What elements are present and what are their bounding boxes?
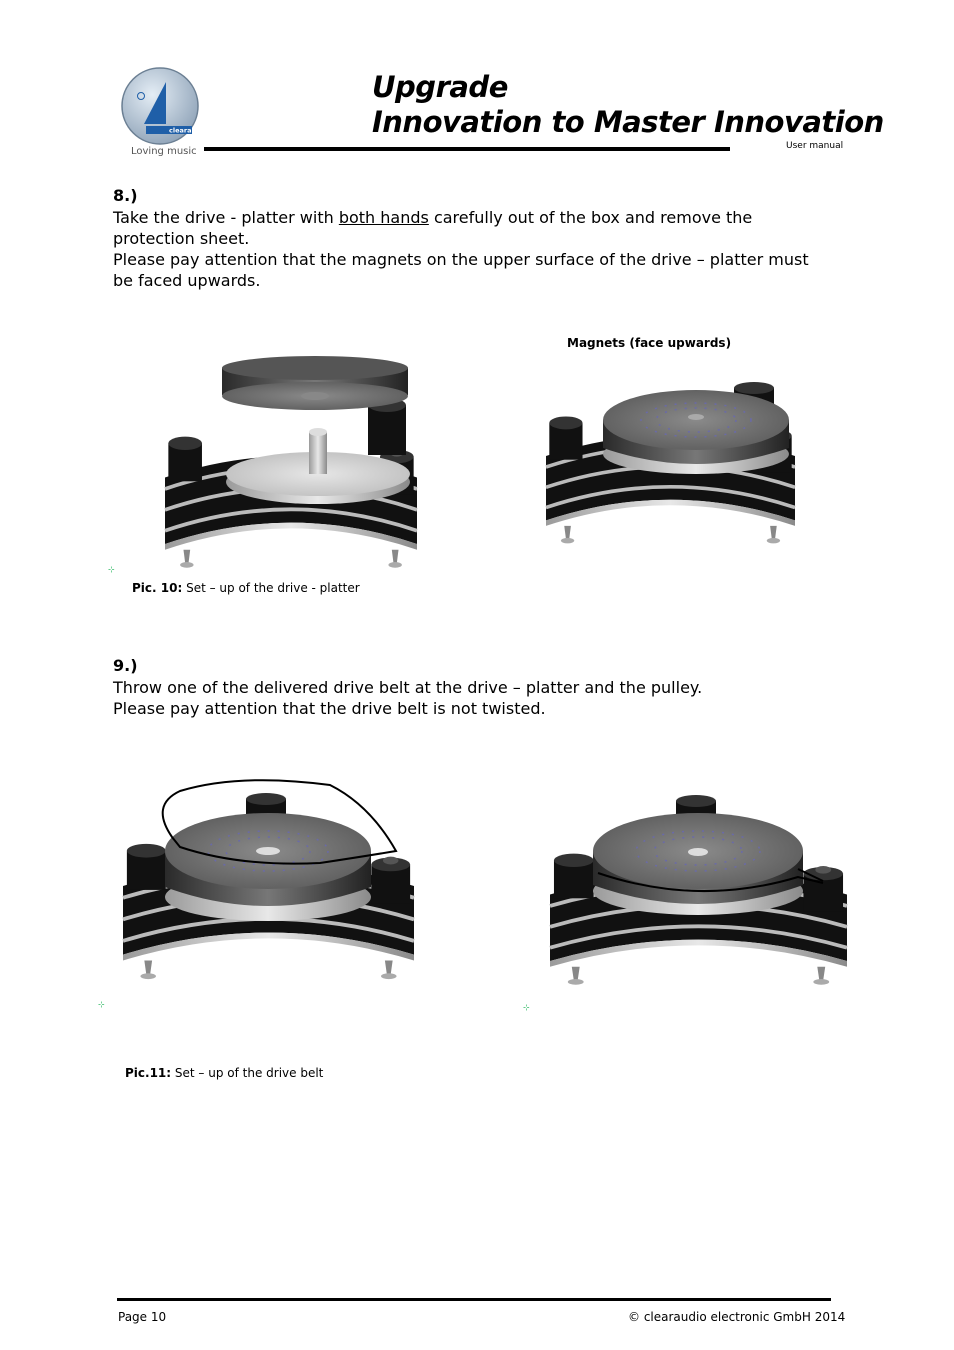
pic10-assembled-illustration xyxy=(544,380,799,560)
magnets-label: Magnets (face upwards) xyxy=(567,336,732,350)
pic11-caption xyxy=(125,1066,323,1080)
page-title xyxy=(372,70,884,140)
step-8-number: 8.) xyxy=(113,186,138,205)
step-8-text-b: carefully out of the box and remove the protection sheet. xyxy=(113,208,753,248)
logo-text: clearaudio xyxy=(169,126,208,135)
step-9-text-a: Throw one of the delivered drive belt at the drive – platter and the pulley. xyxy=(113,678,703,697)
step-9-number: 9.) xyxy=(113,656,138,675)
pic11-belt-loop-illustration xyxy=(120,775,420,1000)
pic10-caption xyxy=(132,581,360,595)
copyright: © clearaudio electronic GmbH 2014 xyxy=(628,1310,846,1324)
axis-gizmo-icon: ⊹ xyxy=(98,1000,105,1009)
step-8-text-underline: both hands xyxy=(338,208,429,227)
step-9-text-b: Please pay attention that the drive belt is not twisted. xyxy=(113,699,546,718)
clearaudio-logo xyxy=(120,66,208,146)
header-rule xyxy=(204,147,730,151)
pic11-caption-label: Pic.11: xyxy=(125,1066,172,1080)
title-line-2: Innovation to Master Innovation xyxy=(372,105,884,139)
step-9-text xyxy=(113,677,833,719)
axis-gizmo-icon: ⊹ xyxy=(523,1003,530,1012)
step-8-text-a: Take the drive - platter with xyxy=(113,208,339,227)
page-number: Page 10 xyxy=(118,1310,167,1324)
footer-rule xyxy=(117,1298,831,1301)
step-8-text-c: Please pay attention that the magnets on the upper surface of the drive – platter must be faced upwards. xyxy=(113,250,809,290)
pic11-caption-text: Set – up of the drive belt xyxy=(171,1066,324,1080)
pic10-caption-text: Set – up of the drive - platter xyxy=(182,581,360,595)
tagline: Loving music xyxy=(131,146,197,157)
axis-gizmo-icon: ⊹ xyxy=(108,565,115,574)
pic10-caption-label: Pic. 10: xyxy=(132,581,183,595)
doc-type: User manual xyxy=(786,141,844,151)
pic11-belt-fitted-illustration xyxy=(548,795,848,1000)
title-line-1: Upgrade xyxy=(372,70,508,104)
step-8-text xyxy=(113,207,833,291)
pic10-exploded-illustration xyxy=(160,350,420,585)
